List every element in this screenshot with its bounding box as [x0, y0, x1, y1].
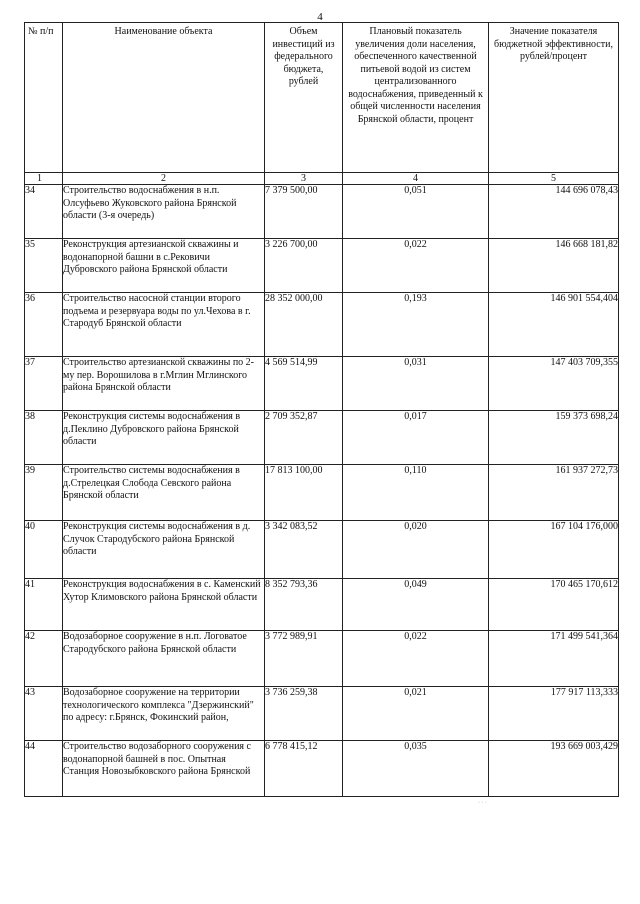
- table-row: [25, 465, 619, 521]
- row-number: 42: [25, 631, 63, 687]
- object-name: Реконструкция системы водоснабжения в д. Случок Стародубского района Брянской области: [63, 521, 265, 579]
- investment-amount: 3 736 259,38: [265, 687, 343, 741]
- table-row: [25, 631, 619, 687]
- column-number-row: [25, 173, 619, 185]
- efficiency-value: 146 901 554,404: [489, 293, 619, 357]
- population-share: 0,035: [343, 741, 489, 797]
- row-number: 37: [25, 357, 63, 411]
- header-efficiency: Значение показателя бюджетной эффективности, рублей/процент: [489, 23, 619, 173]
- header-name: Наименование объекта: [63, 23, 265, 173]
- column-number: 2: [63, 173, 265, 185]
- table-row: [25, 357, 619, 411]
- population-share: 0,017: [343, 411, 489, 465]
- investment-table: [24, 22, 619, 797]
- object-name: Реконструкция артезианской скважины и водонапорной башни в с.Рековичи Дубровского района Брянской области: [63, 239, 265, 293]
- header-share: Плановый показатель увеличения доли населения, обеспеченного качественной питьевой водой из систем централизованного водоснабжения, приведенный к общей численности населения Брянской области, процент: [343, 23, 489, 173]
- object-name: Строительство насосной станции второго подъема и резервуара воды по ул.Чехова в г. Стародуб Брянской области: [63, 293, 265, 357]
- row-number: 38: [25, 411, 63, 465]
- row-number: 43: [25, 687, 63, 741]
- table-header-row: [25, 23, 619, 173]
- investment-amount: 17 813 100,00: [265, 465, 343, 521]
- population-share: 0,021: [343, 687, 489, 741]
- population-share: 0,031: [343, 357, 489, 411]
- efficiency-value: 159 373 698,24: [489, 411, 619, 465]
- table-row: [25, 411, 619, 465]
- investment-amount: 7 379 500,00: [265, 185, 343, 239]
- object-name: Реконструкция системы водоснабжения в д.Пеклино Дубровского района Брянской области: [63, 411, 265, 465]
- efficiency-value: 147 403 709,355: [489, 357, 619, 411]
- table-row: [25, 687, 619, 741]
- scan-mark: · · ·: [478, 800, 487, 806]
- table-row: [25, 239, 619, 293]
- table-row: [25, 741, 619, 797]
- population-share: 0,022: [343, 239, 489, 293]
- row-number: 34: [25, 185, 63, 239]
- header-investment: Объем инвестиций из федерального бюджета, рублей: [265, 23, 343, 173]
- page-number: 4: [317, 11, 323, 23]
- investment-amount: 3 772 989,91: [265, 631, 343, 687]
- object-name: Водозаборное сооружение на территории технологического комплекса "Дзержинский" по адресу: г.Брянск, Фокинский район,: [63, 687, 265, 741]
- investment-amount: 28 352 000,00: [265, 293, 343, 357]
- row-number: 41: [25, 579, 63, 631]
- object-name: Строительство артезианской скважины по 2-му пер. Ворошилова в г.Мглин Мглинского района Брянской области: [63, 357, 265, 411]
- object-name: Строительство водоснабжения в н.п. Олсуфьево Жуковского района Брянской области (3-я очередь): [63, 185, 265, 239]
- population-share: 0,051: [343, 185, 489, 239]
- investment-amount: 3 226 700,00: [265, 239, 343, 293]
- object-name: Реконструкция водоснабжения в с. Каменский Хутор Климовского района Брянской области: [63, 579, 265, 631]
- efficiency-value: 193 669 003,429: [489, 741, 619, 797]
- object-name: Строительство системы водоснабжения в д.Стрелецкая Слобода Севского района Брянской области: [63, 465, 265, 521]
- efficiency-value: 177 917 113,333: [489, 687, 619, 741]
- population-share: 0,110: [343, 465, 489, 521]
- table-row: [25, 185, 619, 239]
- population-share: 0,193: [343, 293, 489, 357]
- investment-amount: 4 569 514,99: [265, 357, 343, 411]
- population-share: 0,022: [343, 631, 489, 687]
- table-row: [25, 579, 619, 631]
- population-share: 0,049: [343, 579, 489, 631]
- table-body: [25, 185, 619, 797]
- row-number: 44: [25, 741, 63, 797]
- investment-amount: 3 342 083,52: [265, 521, 343, 579]
- row-number: 36: [25, 293, 63, 357]
- header-no: № п/п: [25, 23, 63, 173]
- object-name: Строительство водозаборного сооружения с водонапорной башней в пос. Опытная Станция Новозыбковского района Брянской: [63, 741, 265, 797]
- column-number: 4: [343, 173, 489, 185]
- column-number: 5: [489, 173, 619, 185]
- efficiency-value: 161 937 272,73: [489, 465, 619, 521]
- investment-amount: 6 778 415,12: [265, 741, 343, 797]
- column-number: 3: [265, 173, 343, 185]
- table-row: [25, 521, 619, 579]
- table-row: [25, 293, 619, 357]
- object-name: Водозаборное сооружение в н.п. Логоватое Стародубского района Брянской области: [63, 631, 265, 687]
- efficiency-value: 144 696 078,43: [489, 185, 619, 239]
- column-number: 1: [25, 173, 63, 185]
- efficiency-value: 167 104 176,000: [489, 521, 619, 579]
- investment-amount: 2 709 352,87: [265, 411, 343, 465]
- row-number: 35: [25, 239, 63, 293]
- efficiency-value: 170 465 170,612: [489, 579, 619, 631]
- investment-amount: 8 352 793,36: [265, 579, 343, 631]
- population-share: 0,020: [343, 521, 489, 579]
- row-number: 40: [25, 521, 63, 579]
- efficiency-value: 171 499 541,364: [489, 631, 619, 687]
- efficiency-value: 146 668 181,82: [489, 239, 619, 293]
- row-number: 39: [25, 465, 63, 521]
